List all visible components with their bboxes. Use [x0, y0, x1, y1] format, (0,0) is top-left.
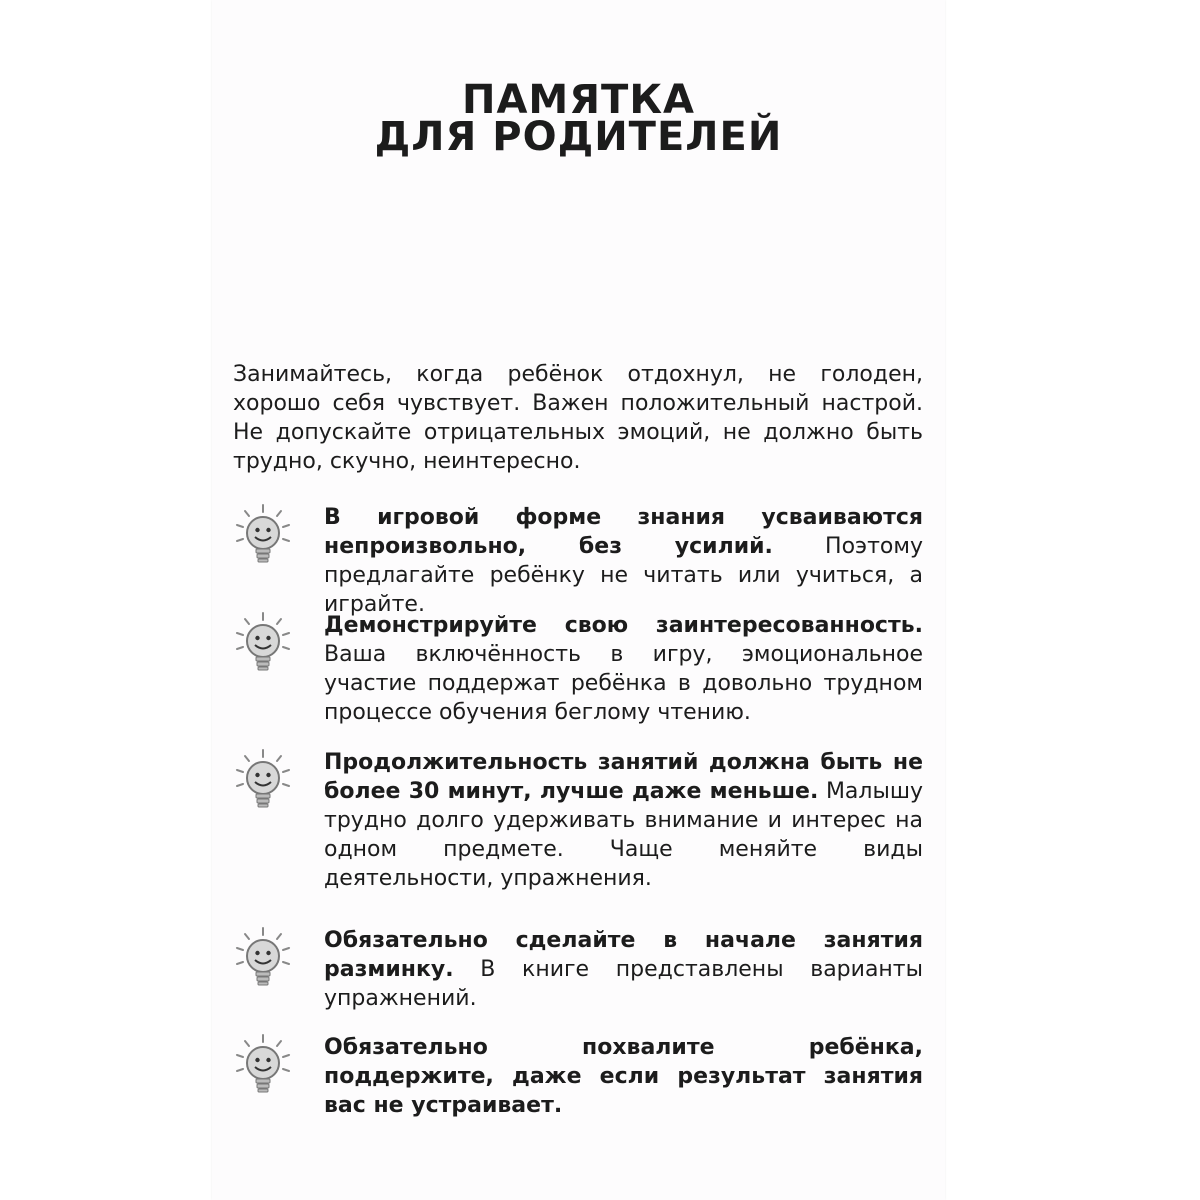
tip-text [324, 611, 923, 727]
tip-bold: Обязательно похвалите ребёнка, поддержите, даже если результат занятия вас не устраивает. [324, 1035, 923, 1118]
tip-normal: В книге представлены варианты упражнений. [324, 957, 923, 1011]
tip-bold: Продолжительность занятий должна быть не более 30 минут, лучше даже меньше. [324, 750, 923, 804]
smiling-light-bulb-icon [233, 926, 293, 990]
page-title-line1: ПАМЯТКА [462, 77, 695, 123]
smiling-light-bulb-icon [233, 611, 293, 675]
tip-item [233, 611, 923, 727]
tip-item [233, 1033, 923, 1120]
tip-normal: Малышу трудно долго удерживать внимание и интерес на одном предмете. Чаще меняйте виды деятельности, упражнения. [324, 779, 923, 891]
tip-bold: Демонстрируйте свою заинтересованность. [324, 613, 923, 638]
intro-paragraph: Занимайтесь, когда ребёнок отдохнул, не голоден, хорошо себя чувствует. Важен положительный настрой. Не допускайте отрицательных эмоций, не должно быть трудно, скучно, неинтересно. [233, 362, 923, 474]
tip-item [233, 503, 923, 619]
tip-item [233, 926, 923, 1013]
smiling-light-bulb-icon [233, 503, 293, 567]
tip-normal: Поэтому предлагайте ребёнку не читать или учиться, а играйте. [324, 534, 923, 617]
tip-bold: Обязательно сделайте в начале занятия разминку. [324, 928, 923, 982]
smiling-light-bulb-icon [233, 748, 293, 812]
tip-item [233, 748, 923, 893]
tip-text [324, 748, 923, 893]
tip-bold: В игровой форме знания усваиваются непроизвольно, без усилий. [324, 505, 923, 559]
smiling-light-bulb-icon [233, 1033, 293, 1097]
tip-text [324, 503, 923, 619]
tip-text [324, 1033, 923, 1120]
tip-normal: Ваша включённость в игру, эмоциональное участие поддержат ребёнка в довольно трудном процессе обучения беглому чтению. [324, 642, 923, 725]
tip-text [324, 926, 923, 1013]
page-title-line2: ДЛЯ РОДИТЕЛЕЙ [374, 114, 783, 160]
